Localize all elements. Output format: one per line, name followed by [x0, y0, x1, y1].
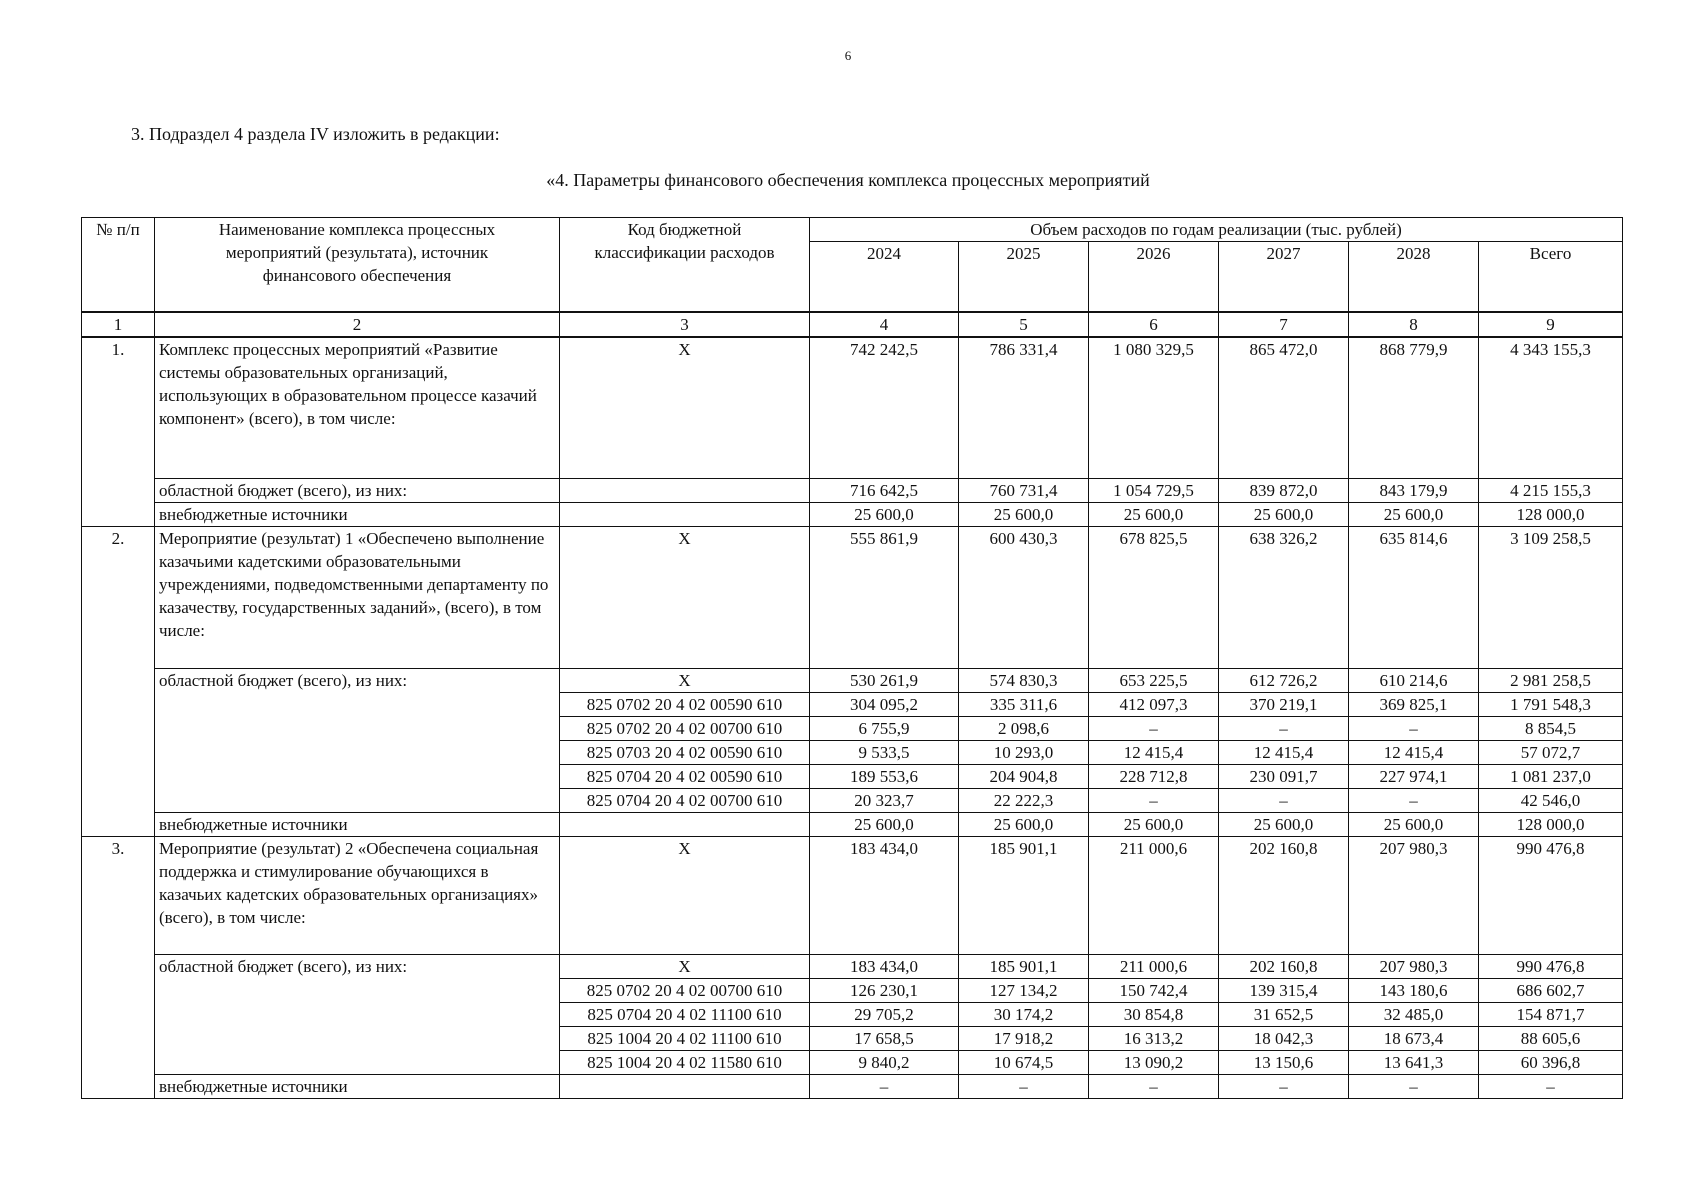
- row-number: 2.: [82, 527, 155, 837]
- value-cell: –: [810, 1075, 959, 1099]
- value-cell: 12 415,4: [1089, 741, 1219, 765]
- header-volume: Объем расходов по годам реализации (тыс. рублей): [810, 218, 1623, 242]
- total-cell: 686 602,7: [1479, 979, 1623, 1003]
- block-title-row: [82, 837, 1623, 955]
- value-cell: 716 642,5: [810, 479, 959, 503]
- total-cell: 2 981 258,5: [1479, 669, 1623, 693]
- header-year: 2028: [1349, 242, 1479, 312]
- value-cell: 742 242,5: [810, 337, 959, 479]
- value-cell: 10 293,0: [959, 741, 1089, 765]
- source-label: областной бюджет (всего), из них:: [155, 955, 560, 1075]
- value-cell: 185 901,1: [959, 955, 1089, 979]
- value-cell: 12 415,4: [1219, 741, 1349, 765]
- value-cell: 865 472,0: [1219, 337, 1349, 479]
- value-cell: –: [1219, 1075, 1349, 1099]
- value-cell: –: [1349, 1075, 1479, 1099]
- measure-title: Мероприятие (результат) 2 «Обеспечена социальная поддержка и стимулирование обучающихся в казачьих кадетских образовательных организациях» (всего), в том числе:: [155, 837, 560, 955]
- value-cell: 31 652,5: [1219, 1003, 1349, 1027]
- value-cell: 127 134,2: [959, 979, 1089, 1003]
- total-cell: 128 000,0: [1479, 503, 1623, 527]
- budget-code: [560, 503, 810, 527]
- budget-code: 825 0704 20 4 02 00700 610: [560, 789, 810, 813]
- budget-code: [560, 479, 810, 503]
- value-cell: 183 434,0: [810, 955, 959, 979]
- column-index: 6: [1089, 312, 1219, 337]
- extrabudgetary-row: [82, 813, 1623, 837]
- measure-title: Комплекс процессных мероприятий «Развитие системы образовательных организаций, использующих в образовательном процессе казачий компонент» (всего), в том числе:: [155, 337, 560, 479]
- value-cell: –: [1089, 717, 1219, 741]
- value-cell: 29 705,2: [810, 1003, 959, 1027]
- header-year: 2026: [1089, 242, 1219, 312]
- value-cell: –: [1219, 717, 1349, 741]
- value-cell: 10 674,5: [959, 1051, 1089, 1075]
- value-cell: 227 974,1: [1349, 765, 1479, 789]
- value-cell: 839 872,0: [1219, 479, 1349, 503]
- page-number: 6: [844, 48, 852, 63]
- value-cell: 18 042,3: [1219, 1027, 1349, 1051]
- source-label: внебюджетные источники: [155, 503, 560, 527]
- value-cell: 20 323,7: [810, 789, 959, 813]
- value-cell: 185 901,1: [959, 837, 1089, 955]
- value-cell: 369 825,1: [1349, 693, 1479, 717]
- value-cell: 30 174,2: [959, 1003, 1089, 1027]
- value-cell: 412 097,3: [1089, 693, 1219, 717]
- total-cell: 60 396,8: [1479, 1051, 1623, 1075]
- total-cell: 42 546,0: [1479, 789, 1623, 813]
- column-index: 7: [1219, 312, 1349, 337]
- value-cell: 9 533,5: [810, 741, 959, 765]
- value-cell: 202 160,8: [1219, 955, 1349, 979]
- value-cell: –: [1089, 789, 1219, 813]
- value-cell: 25 600,0: [1349, 813, 1479, 837]
- measure-title: Мероприятие (результат) 1 «Обеспечено выполнение казачьими кадетскими образовательными учреждениями, подведомственными департаменту по казачеству, государственных заданий», (всего), в том числе:: [155, 527, 560, 669]
- value-cell: 25 600,0: [1349, 503, 1479, 527]
- row-number: 1.: [82, 337, 155, 527]
- value-cell: 760 731,4: [959, 479, 1089, 503]
- total-cell: 990 476,8: [1479, 955, 1623, 979]
- column-index: 5: [959, 312, 1089, 337]
- value-cell: 25 600,0: [810, 813, 959, 837]
- budget-code: 825 1004 20 4 02 11100 610: [560, 1027, 810, 1051]
- value-cell: 18 673,4: [1349, 1027, 1479, 1051]
- column-index: 8: [1349, 312, 1479, 337]
- source-label: областной бюджет (всего), из них:: [155, 669, 560, 813]
- extrabudgetary-row: [82, 503, 1623, 527]
- amendment-instruction: 3. Подраздел 4 раздела IV изложить в редакции:: [131, 124, 500, 144]
- column-index: 2: [155, 312, 560, 337]
- value-cell: 635 814,6: [1349, 527, 1479, 669]
- budget-code: Х: [560, 955, 810, 979]
- total-cell: 128 000,0: [1479, 813, 1623, 837]
- value-cell: 126 230,1: [810, 979, 959, 1003]
- value-cell: 189 553,6: [810, 765, 959, 789]
- value-cell: 555 861,9: [810, 527, 959, 669]
- value-cell: 25 600,0: [959, 813, 1089, 837]
- column-index: 1: [82, 312, 155, 337]
- value-cell: 17 918,2: [959, 1027, 1089, 1051]
- regional-budget-row: [82, 479, 1623, 503]
- budget-code: 825 1004 20 4 02 11580 610: [560, 1051, 810, 1075]
- header-year: 2027: [1219, 242, 1349, 312]
- value-cell: 211 000,6: [1089, 955, 1219, 979]
- total-cell: 57 072,7: [1479, 741, 1623, 765]
- header-year: 2025: [959, 242, 1089, 312]
- row-number: 3.: [82, 837, 155, 1099]
- value-cell: –: [959, 1075, 1089, 1099]
- total-cell: 3 109 258,5: [1479, 527, 1623, 669]
- value-cell: 653 225,5: [1089, 669, 1219, 693]
- total-cell: 8 854,5: [1479, 717, 1623, 741]
- value-cell: 6 755,9: [810, 717, 959, 741]
- value-cell: 13 150,6: [1219, 1051, 1349, 1075]
- total-cell: 990 476,8: [1479, 837, 1623, 955]
- regional-budget-row: [82, 955, 1623, 979]
- value-cell: 228 712,8: [1089, 765, 1219, 789]
- budget-code: 825 0704 20 4 02 11100 610: [560, 1003, 810, 1027]
- table-title: «4. Параметры финансового обеспечения комплекса процессных мероприятий: [546, 170, 1150, 190]
- value-cell: 207 980,3: [1349, 837, 1479, 955]
- value-cell: 32 485,0: [1349, 1003, 1479, 1027]
- source-label: областной бюджет (всего), из них:: [155, 479, 560, 503]
- value-cell: 25 600,0: [1219, 503, 1349, 527]
- value-cell: 204 904,8: [959, 765, 1089, 789]
- value-cell: –: [1219, 789, 1349, 813]
- total-cell: 4 215 155,3: [1479, 479, 1623, 503]
- source-label: внебюджетные источники: [155, 813, 560, 837]
- block-title-row: [82, 337, 1623, 479]
- value-cell: 600 430,3: [959, 527, 1089, 669]
- value-cell: 304 095,2: [810, 693, 959, 717]
- column-index: 9: [1479, 312, 1623, 337]
- header-row: [82, 218, 1623, 242]
- budget-code: Х: [560, 527, 810, 669]
- value-cell: 370 219,1: [1219, 693, 1349, 717]
- value-cell: 868 779,9: [1349, 337, 1479, 479]
- extrabudgetary-row: [82, 1075, 1623, 1099]
- value-cell: 12 415,4: [1349, 741, 1479, 765]
- total-cell: 1 791 548,3: [1479, 693, 1623, 717]
- value-cell: 13 090,2: [1089, 1051, 1219, 1075]
- value-cell: 25 600,0: [810, 503, 959, 527]
- header-code: Код бюджетной классификации расходов: [560, 218, 810, 312]
- header-name: Наименование комплекса процессных мероприятий (результата), источник финансового обеспечения: [155, 218, 560, 312]
- budget-code: [560, 1075, 810, 1099]
- value-cell: 183 434,0: [810, 837, 959, 955]
- budget-code: Х: [560, 337, 810, 479]
- value-cell: 25 600,0: [959, 503, 1089, 527]
- regional-budget-row: [82, 669, 1623, 693]
- value-cell: 1 080 329,5: [1089, 337, 1219, 479]
- value-cell: 30 854,8: [1089, 1003, 1219, 1027]
- value-cell: 25 600,0: [1089, 813, 1219, 837]
- value-cell: 786 331,4: [959, 337, 1089, 479]
- total-cell: –: [1479, 1075, 1623, 1099]
- table-body: [82, 218, 1623, 1099]
- financing-table: [81, 217, 1623, 1099]
- budget-code: [560, 813, 810, 837]
- value-cell: 150 742,4: [1089, 979, 1219, 1003]
- value-cell: 1 054 729,5: [1089, 479, 1219, 503]
- header-total: Всего: [1479, 242, 1623, 312]
- value-cell: 202 160,8: [1219, 837, 1349, 955]
- total-cell: 154 871,7: [1479, 1003, 1623, 1027]
- value-cell: 16 313,2: [1089, 1027, 1219, 1051]
- budget-code: 825 0704 20 4 02 00590 610: [560, 765, 810, 789]
- total-cell: 1 081 237,0: [1479, 765, 1623, 789]
- value-cell: 2 098,6: [959, 717, 1089, 741]
- value-cell: 25 600,0: [1089, 503, 1219, 527]
- value-cell: 638 326,2: [1219, 527, 1349, 669]
- value-cell: 610 214,6: [1349, 669, 1479, 693]
- budget-code: 825 0702 20 4 02 00700 610: [560, 979, 810, 1003]
- value-cell: 230 091,7: [1219, 765, 1349, 789]
- budget-code: Х: [560, 669, 810, 693]
- value-cell: 139 315,4: [1219, 979, 1349, 1003]
- total-cell: 4 343 155,3: [1479, 337, 1623, 479]
- budget-code: 825 0702 20 4 02 00590 610: [560, 693, 810, 717]
- value-cell: 207 980,3: [1349, 955, 1479, 979]
- value-cell: 22 222,3: [959, 789, 1089, 813]
- value-cell: 17 658,5: [810, 1027, 959, 1051]
- value-cell: 612 726,2: [1219, 669, 1349, 693]
- budget-code: 825 0702 20 4 02 00700 610: [560, 717, 810, 741]
- value-cell: –: [1349, 717, 1479, 741]
- column-index-row: [82, 312, 1623, 337]
- value-cell: 13 641,3: [1349, 1051, 1479, 1075]
- value-cell: –: [1349, 789, 1479, 813]
- value-cell: 9 840,2: [810, 1051, 959, 1075]
- block-title-row: [82, 527, 1623, 669]
- column-index: 4: [810, 312, 959, 337]
- value-cell: 335 311,6: [959, 693, 1089, 717]
- column-index: 3: [560, 312, 810, 337]
- value-cell: –: [1089, 1075, 1219, 1099]
- source-label: внебюджетные источники: [155, 1075, 560, 1099]
- header-year: 2024: [810, 242, 959, 312]
- header-num: № п/п: [82, 218, 155, 312]
- budget-code: Х: [560, 837, 810, 955]
- budget-code: 825 0703 20 4 02 00590 610: [560, 741, 810, 765]
- value-cell: 530 261,9: [810, 669, 959, 693]
- value-cell: 574 830,3: [959, 669, 1089, 693]
- value-cell: 211 000,6: [1089, 837, 1219, 955]
- value-cell: 143 180,6: [1349, 979, 1479, 1003]
- value-cell: 25 600,0: [1219, 813, 1349, 837]
- value-cell: 843 179,9: [1349, 479, 1479, 503]
- value-cell: 678 825,5: [1089, 527, 1219, 669]
- total-cell: 88 605,6: [1479, 1027, 1623, 1051]
